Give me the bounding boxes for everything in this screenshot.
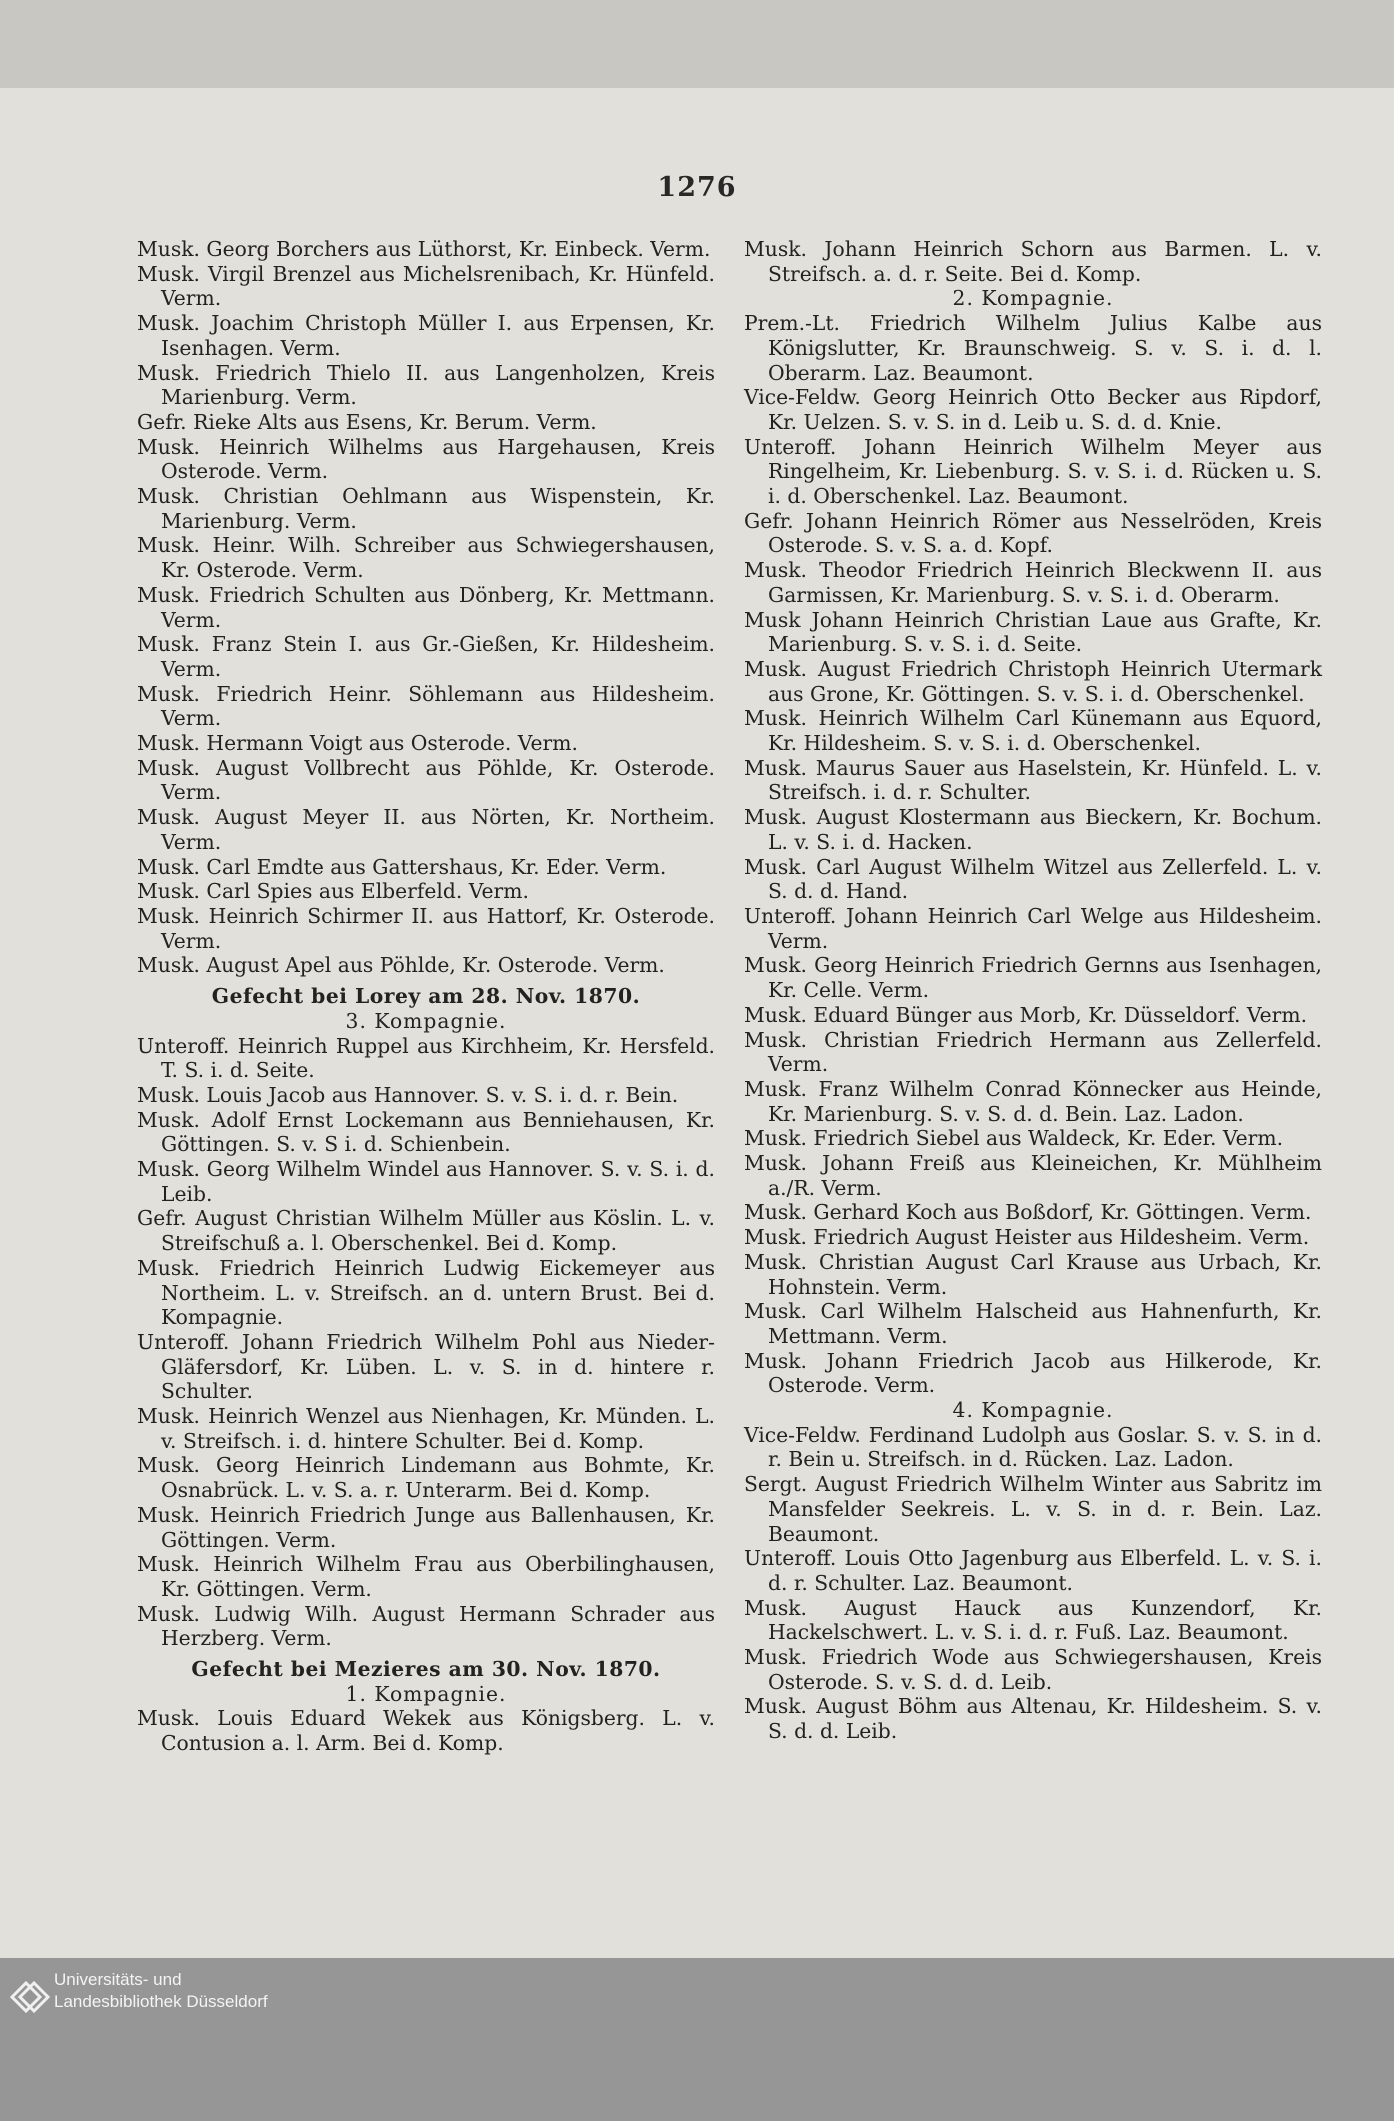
casualty-entry: Musk. Virgil Brenzel aus Michelsrenibach, Kr. Hünfeld. Verm. [137,261,715,311]
casualty-entry: Musk Johann Heinrich Christian Laue aus Grafte, Kr. Marienburg. S. v. S. i. d. Seite. [744,607,1322,657]
casualty-entry: Vice-Feldw. Georg Heinrich Otto Becker aus Ripdorf, Kr. Uelzen. S. v. S. in d. Leib u. S. d. d. Knie. [744,385,1322,434]
casualty-entry: Musk. Friedrich Heinrich Ludwig Eickemeyer aus Northeim. L. v. Streifsch. an d. untern Brust. Bei d. Kompagnie. [137,1255,715,1330]
battle-heading: Gefecht bei Lorey am 28. Nov. 1870. [211,984,641,1009]
battle-heading: Gefecht bei Mezieres am 30. Nov. 1870. [191,1657,661,1682]
casualty-entry: Musk. Carl Wilhelm Halscheid aus Hahnenfurth, Kr. Mettmann. Verm. [744,1299,1322,1348]
casualty-entry: Musk. Georg Heinrich Lindemann aus Bohmte, Kr. Osnabrück. L. v. S. a. r. Unterarm. Bei d. Komp. [137,1453,715,1503]
casualty-entry: Musk. Christian Oehlmann aus Wispenstein, Kr. Marienburg. Verm. [137,484,715,533]
casualty-entry: Musk. Carl August Wilhelm Witzel aus Zellerfeld. L. v. S. d. d. Hand. [744,854,1322,904]
casualty-entry: Musk. Christian Friedrich Hermann aus Zellerfeld. Verm. [744,1027,1322,1077]
casualty-entry: Musk. Gerhard Koch aus Boßdorf, Kr. Göttingen. Verm. [744,1200,1312,1225]
company-heading: 3. Kompagnie. [345,1008,507,1033]
casualty-entry: Musk. Adolf Ernst Lockemann aus Benniehausen, Kr. Göttingen. S. v. S i. d. Schienbein. [137,1107,715,1157]
casualty-entry: Musk. Franz Stein I. aus Gr.-Gießen, Kr. Hildesheim. Verm. [137,632,715,681]
library-name-line-1: Universitäts- und [54,1970,182,1989]
casualty-entry: Musk. Georg Heinrich Friedrich Gernns aus Isenhagen, Kr. Celle. Verm. [744,953,1322,1003]
right-column [744,237,1322,1744]
casualty-entry: Unteroff. Johann Friedrich Wilhelm Pohl aus Nieder-Gläfersdorf, Kr. Lüben. L. v. S. in d. hintere r. Schulter. [137,1329,715,1404]
casualty-entry: Musk. Heinrich Wenzel aus Nienhagen, Kr. Münden. L. v. Streifsch. i. d. hintere Schulter. Bei d. Komp. [137,1404,715,1453]
casualty-entry: Musk. August Friedrich Christoph Heinrich Utermark aus Grone, Kr. Göttingen. S. v. S. i. d. Oberschenkel. [744,656,1322,706]
casualty-entry: Musk. Theodor Friedrich Heinrich Bleckwenn II. aus Garmissen, Kr. Marienburg. S. v. S. i. d. Oberarm. [744,558,1322,607]
casualty-entry: Musk. Maurus Sauer aus Haselstein, Kr. Hünfeld. L. v. Streifsch. i. d. r. Schulter. [744,755,1322,805]
casualty-entry: Musk. Christian August Carl Krause aus Urbach, Kr. Hohnstein. Verm. [744,1249,1322,1299]
casualty-entry: Musk. August Meyer II. aus Nörten, Kr. Northeim. Verm. [137,805,715,854]
casualty-entry: Musk. August Klostermann aus Bieckern, Kr. Bochum. L. v. S. i. d. Hacken. [744,805,1322,854]
casualty-entry: Musk. Joachim Christoph Müller I. aus Erpensen, Kr. Isenhagen. Verm. [137,311,715,360]
casualty-entry: Musk. Heinrich Wilhelms aus Hargehausen, Kreis Osterode. Verm. [137,434,715,484]
casualty-entry: Musk. Johann Freiß aus Kleineichen, Kr. Mühlheim a./R. Verm. [744,1151,1322,1200]
casualty-entry: Gefr. Rieke Alts aus Esens, Kr. Berum. Verm. [137,409,597,434]
casualty-entry: Musk. Friedrich Siebel aus Waldeck, Kr. Eder. Verm. [744,1126,1284,1151]
casualty-entry: Gefr. Johann Heinrich Römer aus Nesselröden, Kreis Osterode. S. v. S. a. d. Kopf. [744,508,1322,558]
library-logo-icon [6,1974,52,2020]
casualty-entry: Musk. Heinrich Schirmer II. aus Hattorf, Kr. Osterode. Verm. [137,903,715,953]
casualty-entry: Sergt. August Friedrich Wilhelm Winter aus Sabritz im Mansfelder Seekreis. L. v. S. in d. r. Bein. Laz. Beaumont. [744,1472,1322,1546]
casualty-entry: Musk. Carl Spies aus Elberfeld. Verm. [137,879,529,904]
casualty-entry: Musk. Heinrich Friedrich Junge aus Ballenhausen, Kr. Göttingen. Verm. [137,1502,715,1552]
casualty-entry: Musk. August Apel aus Pöhlde, Kr. Osterode. Verm. [137,953,665,978]
casualty-entry: Unteroff. Heinrich Ruppel aus Kirchheim, Kr. Hersfeld. T. S. i. d. Seite. [137,1033,715,1083]
casualty-entry: Musk. August Böhm aus Altenau, Kr. Hildesheim. S. v. S. d. d. Leib. [744,1694,1322,1744]
casualty-entry: Musk. Johann Heinrich Schorn aus Barmen. L. v. Streifsch. a. d. r. Seite. Bei d. Komp. [744,237,1322,286]
casualty-entry: Musk. Eduard Bünger aus Morb, Kr. Düsseldorf. Verm. [744,1002,1308,1027]
casualty-entry: Musk. Carl Emdte aus Gattershaus, Kr. Eder. Verm. [137,854,667,879]
casualty-entry: Vice-Feldw. Ferdinand Ludolph aus Goslar. S. v. S. in d. r. Bein u. Streifsch. in d. Rücken. Laz. Ladon. [744,1422,1322,1472]
casualty-entry: Musk. August Hauck aus Kunzendorf, Kr. Hackelschwert. L. v. S. i. d. r. Fuß. Laz. Beaumont. [744,1595,1322,1645]
casualty-entry: Musk. Ludwig Wilh. August Hermann Schrader aus Herzberg. Verm. [137,1601,715,1651]
company-heading: 4. Kompagnie. [952,1398,1114,1423]
casualty-entry: Gefr. August Christian Wilhelm Müller aus Köslin. L. v. Streifschuß a. l. Oberschenkel. Bei d. Komp. [137,1206,715,1256]
casualty-entry: Unteroff. Johann Heinrich Carl Welge aus Hildesheim. Verm. [744,903,1322,953]
casualty-entry: Musk. Louis Jacob aus Hannover. S. v. S. i. d. r. Bein. [137,1082,679,1107]
casualty-entry: Musk. Friedrich August Heister aus Hildesheim. Verm. [744,1225,1310,1250]
casualty-entry: Unteroff. Louis Otto Jagenburg aus Elberfeld. L. v. S. i. d. r. Schulter. Laz. Beaumont. [744,1546,1322,1595]
casualty-entry: Musk. Georg Wilhelm Windel aus Hannover. S. v. S. i. d. Leib. [137,1157,715,1206]
library-name-line-2: Landesbibliothek Düsseldorf [54,1992,268,2011]
library-name [54,1969,268,2013]
casualty-entry: Musk. Johann Friedrich Jacob aus Hilkerode, Kr. Osterode. Verm. [744,1348,1322,1398]
casualty-entry: Musk. Hermann Voigt aus Osterode. Verm. [137,731,578,756]
casualty-entry: Unteroff. Johann Heinrich Wilhelm Meyer aus Ringelheim, Kr. Liebenburg. S. v. S. i. d. Rücken u. S. i. d. Oberschenkel. Laz. Beaumont. [744,434,1322,509]
casualty-entry: Musk. Friedrich Thielo II. aus Langenholzen, Kreis Marienburg. Verm. [137,360,715,410]
casualty-entry: Musk. Heinr. Wilh. Schreiber aus Schwiegershausen, Kr. Osterode. Verm. [137,533,715,583]
casualty-entry: Musk. Friedrich Wode aus Schwiegershausen, Kreis Osterode. S. v. S. d. d. Leib. [744,1645,1322,1694]
page-number: 1276 [657,172,737,203]
casualty-entry: Musk. Georg Borchers aus Lüthorst, Kr. Einbeck. Verm. [137,237,711,261]
casualty-entry: Prem.-Lt. Friedrich Wilhelm Julius Kalbe aus Königslutter, Kr. Braunschweig. S. v. S. i. d. l. Oberarm. Laz. Beaumont. [744,311,1322,385]
casualty-entry: Musk. Franz Wilhelm Conrad Könnecker aus Heinde, Kr. Marienburg. S. v. S. d. d. Bein. Laz. Ladon. [744,1076,1322,1126]
company-heading: 1. Kompagnie. [345,1681,507,1706]
casualty-entry: Musk. Louis Eduard Wekek aus Königsberg. L. v. Contusion a. l. Arm. Bei d. Komp. [137,1706,715,1756]
casualty-entry: Musk. Friedrich Schulten aus Dönberg, Kr. Mettmann. Verm. [137,582,715,632]
casualty-entry: Musk. Heinrich Wilhelm Frau aus Oberbilinghausen, Kr. Göttingen. Verm. [137,1552,715,1601]
left-column [137,237,715,1756]
casualty-entry: Musk. Heinrich Wilhelm Carl Künemann aus Equord, Kr. Hildesheim. S. v. S. i. d. Oberschenkel. [744,706,1322,756]
casualty-entry: Musk. August Vollbrecht aus Pöhlde, Kr. Osterode. Verm. [137,755,715,805]
company-heading: 2. Kompagnie. [952,286,1114,311]
casualty-entry: Musk. Friedrich Heinr. Söhlemann aus Hildesheim. Verm. [137,681,715,731]
